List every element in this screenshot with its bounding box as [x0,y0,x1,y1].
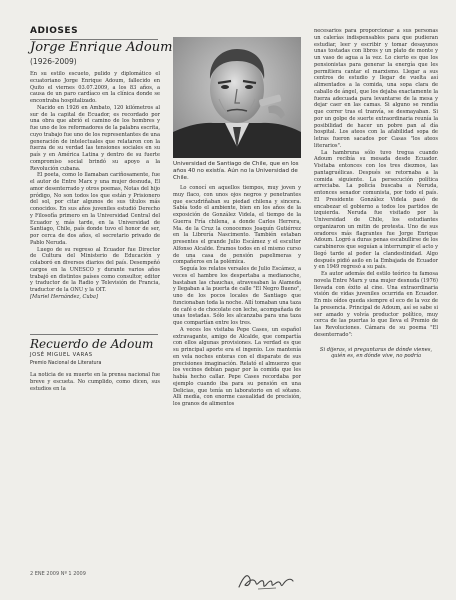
paragraph-9: La hambruna sólo tuvo tregua cuando Adoum recibía su mesada desde Ecuador. Visitaba entonces con los tres diezmos, las pantagruélicas. Después se retornaba a la comida siguiente. La persecución política arreciaba. La policía buscaba a Neruda, entonces senador comunista, por todo el país. El Presidente González Videla pasó de encabezar el gobierno a todos los partidos de izquierda. Neruda fue visitado por la Universidad de Chile, los estudiantes organizaron un mitin de protesta. Uno de sus oradores más flagrantes fue Jorge Enrique Adoum. Logró a duras penas escabullirse de los carabineros que seguían a interrumpir el acto y llegó tarde al poder la clandestinidad. Algo después pidió asilo en la Embajada de Ecuador y en 1949 regresó a su país. [314,149,438,271]
article2-paragraph: La noticia de su muerte en la prensa nacional fue breve y escueta. No cumplido, como dicen, sus estudios en la [30,372,160,392]
paragraph-6: Seguía los relatos versales de Julio Escámez, a veces el hambre los despertaba a medianoche, bastaban las chauchas, atravesaban la Alameda y llegaban a la puerta de calle "El Negro Bueno", uno de los pocos locales de Santiago que funcionaban toda la noche. Allí tomaban una taza de café o de chocolate con leche, acompañada de unas tostadas. Sólo les alcanzaba para una taza que compartían entre los tres. [173,266,301,326]
poem-quote: Si dijeras, si preguntaras de dónde vienes, quién es, en dónde vive, no podría [319,346,433,360]
article-dates: (1926-2009) [30,57,77,66]
paragraph-10: Es autor además del estilo teórico tu famosa novela Entre Marx y una mujer desnuda (1976) llevada con éxito al cine. Una extraordinaria visión de vidas juveniles ocurrida en Ecuador. En mis oídos queda siempre el eco de la voz de la presencia. Principal de Adoum, así se sabe si ser amado y volvía productor político, muy cerca de las puertas lo que lleva el Premio de las Revoluciones. Cámara de su poema "El desenterrado": [314,271,438,338]
portrait-photo [173,37,301,158]
article2-column [30,372,160,392]
paragraph-7: A veces los visitaba Pepe Cases, un español extravagante, amigo de Alcalde, que compartía con ellos algunas provisiones. La verdad es que su principal aporte era el ingenio. Los mantenía en vela noches enteras con el disparate de sus precisiones imaginación. Relató el almuerzo que los vecinos debían pagar por la comida que les había hecho callar. Pepe Cases recordaba por ejemplo cuando iba para su pensión en una Delicias, que tenía un laboratorio en el sótano. Allí medía, con enorme casualidad de precisión, los granos de alimentos [173,326,301,407]
signature-logo [236,569,296,597]
paragraph-1: En su estilo escueto, pulido y diplomático el ecuatoriano Jorge Enrique Adoum, fallecido en Quito el viernes 03.07.2009, a los 83 años, a causa de un paro cardíaco en la clínica donde se encontraba hospitalizado. [30,71,160,104]
column-1 [30,71,160,301]
signature-icon [236,569,296,593]
paragraph-5: Lo conocí en aquellos tiempos, muy joven y muy flaco, con unos ojos negros y penetrantes que escudriñaban su piedad chilena y sincera. Sabía todo el ambiente, bien en los años de la exposición de González Videla, el tiempo de la Guerra Fría chilena, a donde Carlos Herrera, Ma. de la Cruz la conocemos Joaquín Gutiérrez en la Librería Nascimento. También estaban presentes el grande Julio Escámez y el escultor Alfonso Alcalde. Éramos todos en el mismo curso de una casa de pensión papelimeras y compañeros en la polémica. [173,185,301,266]
paragraph-8: necesarios para proporcionar a sus personas un calerías indispensables para que pudieran estudiar, leer y escribir y tomar desayunos unas tostadas con libros y un plato de monte y un vaso de agua a la vez. Lo cierto es que los pensionistas para generar la energía que les permitiera cantar el marxismo. Llegar a sus centros de estudio y llegar de vuelta así alimentados a la comida, una sopa clara de caballo de ángel, que los dejaba exactamente la fuerza adecuada para levantarse de la mesa y dejar caer en las camas. Si alguno se rendía que correr tras el tranvía, se desmayaban. Si por un golpe de suerte extraordinaria reunía la posibilidad de hacer un pobre pan al día hospital. Los ateos con la afabilidad sopa de letras fueron sacados por Casas "los ateos literarios". [314,28,438,149]
portrait-image [173,37,301,158]
author-name: JOSÉ MIGUEL VARAS [30,352,93,358]
column-2 [173,161,301,408]
article-title: Jorge Enrique Adoum [30,40,173,55]
photo-caption: Universidad de Santiago de Chile, que en los años 40 no existía. Aún no la Universidad de Chile. [173,161,299,181]
article2-title: Recuerdo de Adoum [30,337,154,351]
paragraph-4: Luego de su regreso al Ecuador fue Director de Cultura del Ministerio de Educación y colaboró en diversos diarios del país. Desempeñó cargos en la UNESCO y durante varios años trabajó en distintos países como consultor, editor y traductor de la Radio y Televisión de Francia, traductor de la ONU y la OIT. [30,246,160,293]
section-title: ADIOSES [30,26,79,36]
paragraph-3: El poeta, como lo llamaban cariñosamente, fue el autor de Entre Marx y una mujer desnuda, El amor desenterrado y otros poemas, Notas del hijo pródigo, No son todos los que están y Prisionero del sol, por citar algunos de sus títulos más conocidos. En sus años juveniles estudió Derecho y Filosofía primero en la Universidad Central del Ecuador y, más tarde, en la Universidad de Santiago, Chile, país donde tuvo el honor de ser, por cerca de dos años, el secretario privado de Pablo Neruda. [30,172,160,246]
page-footer: 2 ENE 2009 Nº 1 2009 [30,571,86,577]
paragraph-2: Nacido en 1926 en Ambato, 120 kilómetros al sur de la capital de Ecuador, es recordado por una obra que abrió el camino de los hombres y fue uno de los reformadores de la palabra escrita, cuyo trabajo fue uno de los representantes de una generación de intelectuales que relataron con la fuerza de su verdad las tensiones sociales en su país y en América Latina y dentro de su fuerte compromiso social brindó su apoyo a la Revolución cubana. [30,104,160,172]
column-3 [314,28,438,360]
section-divider-2 [30,334,158,335]
author-role: Premio Nacional de Literatura [30,361,102,366]
credit-line: [Muriel Hernández, Cuba] [30,293,98,300]
